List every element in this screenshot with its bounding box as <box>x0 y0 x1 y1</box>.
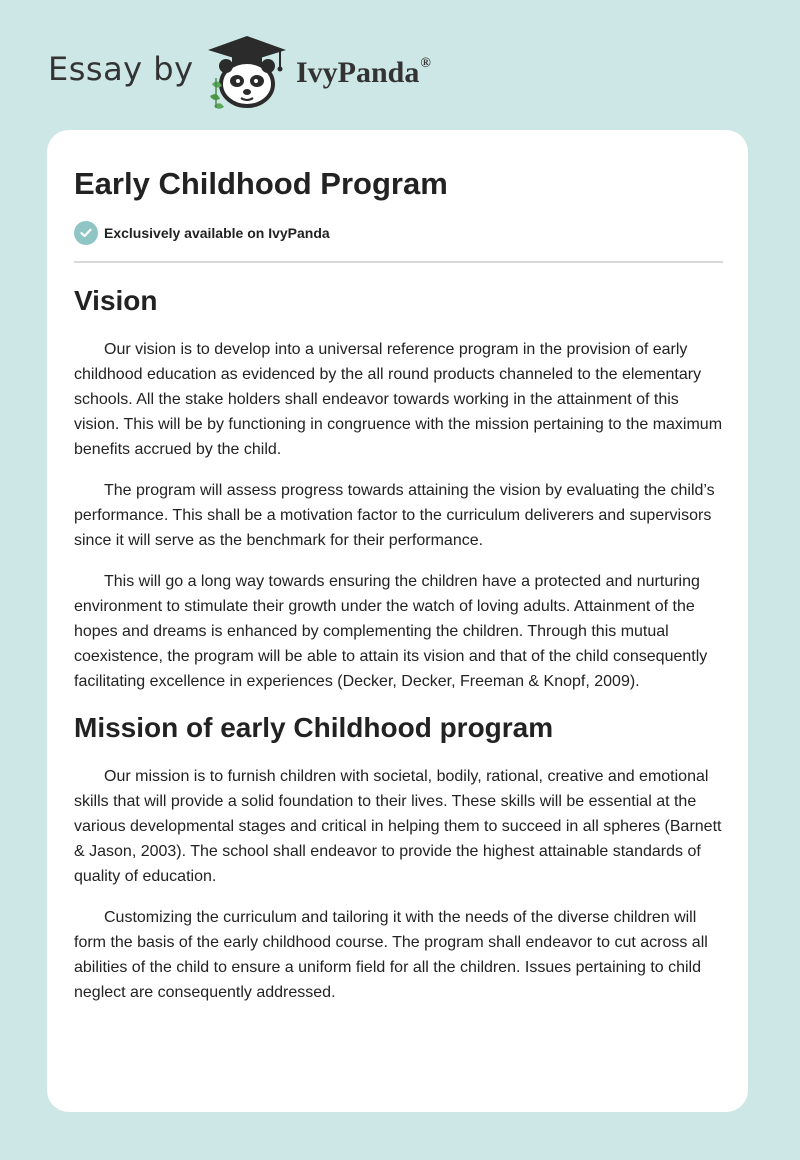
essay-by-label: Essay by <box>48 50 194 88</box>
section-body-vision <box>74 337 723 694</box>
section-heading-mission: Mission of early Childhood program <box>74 712 554 743</box>
exclusive-badge <box>74 220 723 246</box>
paragraph: The program will assess progress towards attaining the vision by evaluating the child’s performance. This shall be a motivation factor to the curriculum deliverers and supervisors since it will serve as the benchmark for their performance. <box>74 482 715 549</box>
section-heading-vision: Vision <box>74 285 158 316</box>
brand-label: IvyPanda <box>296 56 420 89</box>
section-body-mission <box>74 764 723 1005</box>
check-circle-icon <box>74 221 98 245</box>
essay-content <box>74 164 723 1021</box>
essay-title: Early Childhood Program <box>74 166 448 201</box>
essay-card <box>47 130 748 1112</box>
brand-name[interactable] <box>296 56 431 90</box>
registered-mark: ® <box>420 56 431 71</box>
paragraph: Our mission is to furnish children with societal, bodily, rational, creative and emotional skills that will provide a solid foundation to their lives. These skills will be essential at the various developmental stages and critical in helping them to succeed in all spheres (Barnett & Jason, 2003). The school shall endeavor to provide the highest attainable standards of quality of education. <box>74 768 722 885</box>
panda-graduate-logo-icon[interactable] <box>202 34 292 110</box>
divider <box>74 261 723 263</box>
site-header <box>48 34 548 114</box>
paragraph: This will go a long way towards ensuring the children have a protected and nurturing environment to stimulate their growth under the watch of loving adults. Attainment of the hopes and dreams is enhanced by complementing the children. Through this mutual coexistence, the program will be able to attain its vision and that of the child consequently facilitating excellence in experiences (Decker, Decker, Freeman & Knopf, 2009). <box>74 573 708 690</box>
exclusive-label: Exclusively available on IvyPanda <box>104 225 330 241</box>
paragraph: Customizing the curriculum and tailoring it with the needs of the diverse children will form the basis of the early childhood course. The program shall endeavor to cut across all abilities of the child to ensure a uniform field for all the children. Issues pertaining to child neglect are consequently addressed. <box>74 909 708 1001</box>
paragraph: Our vision is to develop into a universal reference program in the provision of early childhood education as evidenced by the all round products channeled to the elementary schools. All the stake holders shall endeavor towards working in the attainment of this vision. This will be by functioning in congruence with the mission pertaining to the maximum benefits accrued by the child. <box>74 341 723 458</box>
